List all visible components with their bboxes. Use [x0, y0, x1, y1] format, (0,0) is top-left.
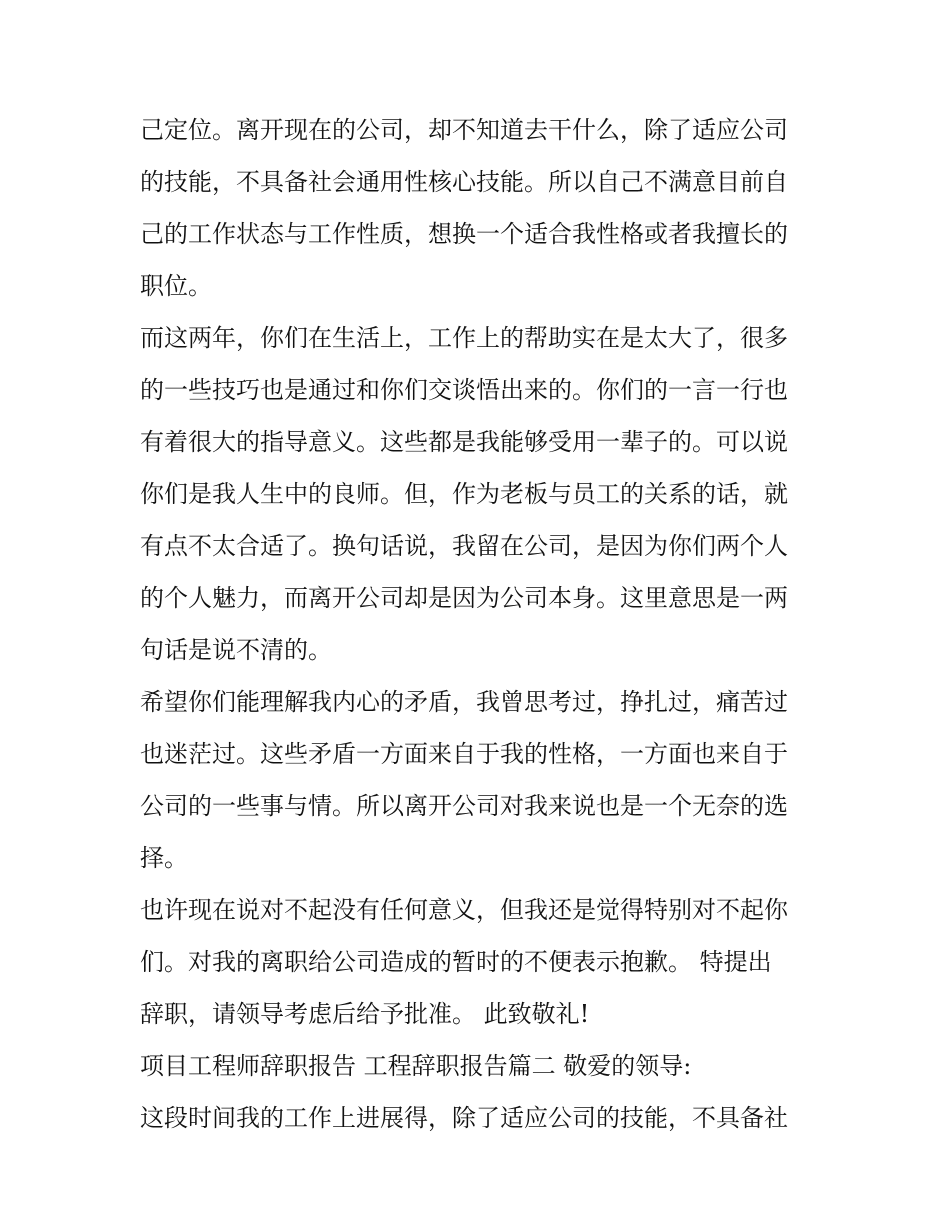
- text-line: 你们是我人生中的良师。但，作为老板与员工的关系的话，就: [140, 480, 788, 508]
- text-line: 有点不太合适了。换句话说，我留在公司，是因为你们两个人: [140, 532, 788, 560]
- text-line: 有着很大的指导意义。这些都是我能够受用一辈子的。可以说: [140, 428, 788, 456]
- text-line: 这段时间我的工作上进展得，除了适应公司的技能，不具备社: [140, 1104, 788, 1132]
- text-line: 己定位。离开现在的公司，却不知道去干什么，除了适应公司: [140, 116, 788, 144]
- text-line: 的一些技巧也是通过和你们交谈悟出来的。你们的一言一行也: [140, 376, 788, 404]
- text-line: 句话是说不清的。: [140, 636, 332, 664]
- text-line: 而这两年，你们在生活上，工作上的帮助实在是太大了，很多: [140, 324, 788, 352]
- text-line: 也许现在说对不起没有任何意义，但我还是觉得特别对不起你: [140, 896, 788, 924]
- text-line: 职位。: [140, 272, 212, 300]
- document-body: [140, 108, 820, 1148]
- text-line: 辞职，请领导考虑后给予批准。 此致敬礼!: [140, 1000, 590, 1028]
- text-line: 项目工程师辞职报告 工程辞职报告篇二 敬爱的领导:: [140, 1052, 692, 1080]
- text-line: 公司的一些事与情。所以离开公司对我来说也是一个无奈的选: [140, 792, 788, 820]
- text-line: 们。对我的离职给公司造成的暂时的不便表示抱歉。 特提出: [140, 948, 772, 976]
- text-line: 己的工作状态与工作性质，想换一个适合我性格或者我擅长的: [140, 220, 788, 248]
- text-line: 也迷茫过。这些矛盾一方面来自于我的性格，一方面也来自于: [140, 740, 788, 768]
- text-line: 的技能，不具备社会通用性核心技能。所以自己不满意目前自: [140, 168, 788, 196]
- text-line: 的个人魅力，而离开公司却是因为公司本身。这里意思是一两: [140, 584, 788, 612]
- text-line: 择。: [140, 844, 188, 872]
- text-line: 希望你们能理解我内心的矛盾，我曾思考过，挣扎过，痛苦过: [140, 688, 788, 716]
